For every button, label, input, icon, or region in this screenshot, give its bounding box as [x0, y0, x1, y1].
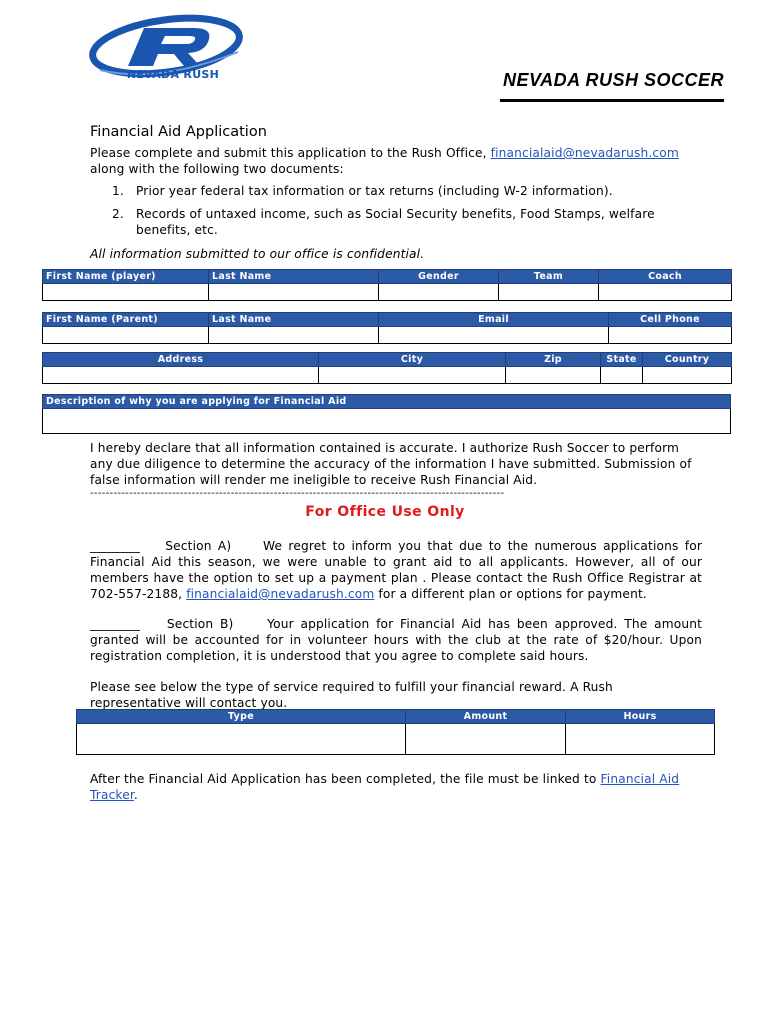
header-description: Description of why you are applying for Financial Aid: [43, 395, 731, 409]
service-note: Please see below the type of service required to fulfill your financial reward. A Rush representative will contact you.: [90, 680, 613, 710]
intro-text-after: along with the following two documents:: [90, 162, 344, 176]
section-b-text: Your application for Financial Aid has been approved. The amount granted will be accounted for in volunteer hours with the club at the rate of $20/hour. Upon registration completion, it is understood that you agree to complete said hours.: [90, 617, 703, 663]
final-note-text: After the Financial Aid Application has been completed, the file must be linked to: [90, 772, 597, 786]
list-item: 2. Records of untaxed income, such as Social Security benefits, Food Stamps, welfare benefits, etc.: [112, 207, 655, 237]
header-last-name: Last Name: [209, 270, 379, 284]
service-table: [76, 709, 715, 755]
player-info-table: [42, 269, 732, 301]
logo-text: NEVADA RUSH: [126, 68, 220, 81]
declaration-paragraph: I hereby declare that all information contained is accurate. I authorize Rush Soccer to perform any due diligence to determine the accuracy of the information I have submitted. Submission of false information will render me ineligible to receive Rush Financial Aid.: [90, 441, 692, 487]
zip-field[interactable]: [506, 367, 601, 384]
section-b-paragraph: [90, 616, 702, 664]
intro-text: Please complete and submit this application to the Rush Office,: [90, 146, 487, 160]
header-type: Type: [77, 710, 406, 724]
header-coach: Coach: [599, 270, 732, 284]
header-cell-phone: Cell Phone: [609, 313, 732, 327]
confidential-note: All information submitted to our office is confidential.: [90, 247, 425, 261]
first-name-player-field[interactable]: [43, 284, 209, 301]
header-amount: Amount: [406, 710, 566, 724]
address-field[interactable]: [43, 367, 319, 384]
header-team: Team: [499, 270, 599, 284]
header-email: Email: [379, 313, 609, 327]
coach-field[interactable]: [599, 284, 732, 301]
header-rule: [500, 99, 724, 102]
required-documents-list: [112, 183, 672, 245]
header-gender: Gender: [379, 270, 499, 284]
address-table: [42, 352, 732, 384]
gender-field[interactable]: [379, 284, 499, 301]
dashed-separator: ----------------------------------------------------------------------------------------------------------: [90, 488, 505, 499]
header-hours: Hours: [566, 710, 715, 724]
description-field[interactable]: [43, 409, 731, 434]
last-name-player-field[interactable]: [209, 284, 379, 301]
amount-field[interactable]: [406, 724, 566, 755]
city-field[interactable]: [319, 367, 506, 384]
last-name-parent-field[interactable]: [209, 327, 379, 344]
email-field[interactable]: [379, 327, 609, 344]
list-item: 1. Prior year federal tax information or tax returns (including W-2 information).: [112, 184, 613, 198]
section-a-email-link[interactable]: financialaid@nevadarush.com: [186, 587, 375, 601]
parent-info-table: [42, 312, 732, 344]
header-first-name-parent: First Name (Parent): [43, 313, 209, 327]
header-city: City: [319, 353, 506, 367]
financial-aid-email-link[interactable]: financialaid@nevadarush.com: [490, 146, 679, 160]
section-a-label: Section A): [165, 539, 232, 553]
type-field[interactable]: [77, 724, 406, 755]
header-country: Country: [643, 353, 732, 367]
document-title: Financial Aid Application: [90, 124, 267, 140]
header-address: Address: [43, 353, 319, 367]
hours-field[interactable]: [566, 724, 715, 755]
section-b-blank[interactable]: ________: [90, 617, 140, 631]
description-table: [42, 394, 731, 434]
financial-aid-tracker-link[interactable]: Financial Aid Tracker: [90, 772, 680, 802]
team-field[interactable]: [499, 284, 599, 301]
section-a-tail: for a different plan or options for payment.: [378, 587, 647, 601]
org-title: NEVADA RUSH SOCCER: [502, 70, 724, 90]
cell-phone-field[interactable]: [609, 327, 732, 344]
country-field[interactable]: [643, 367, 732, 384]
section-b-label: Section B): [166, 617, 234, 631]
section-a-blank[interactable]: ________: [90, 539, 140, 553]
header-first-name-player: First Name (player): [43, 270, 209, 284]
final-note: After the Financial Aid Application has been completed, the file must be linked to Financial Aid Tracker.: [90, 772, 680, 802]
section-a-paragraph: [90, 538, 702, 602]
header-zip: Zip: [506, 353, 601, 367]
state-field[interactable]: [601, 367, 643, 384]
intro-paragraph: [90, 145, 705, 177]
office-use-heading: For Office Use Only: [305, 504, 465, 520]
header-last-name-parent: Last Name: [209, 313, 379, 327]
header-state: State: [601, 353, 643, 367]
first-name-parent-field[interactable]: [43, 327, 209, 344]
section-a-text: We regret to inform you that due to the numerous applications for Financial Aid this season, we were unable to grant aid to all applicants. However, all of our members have the option to set up a payment plan . Please contact the Rush Office Registrar at 702-557-2188,: [90, 539, 703, 601]
